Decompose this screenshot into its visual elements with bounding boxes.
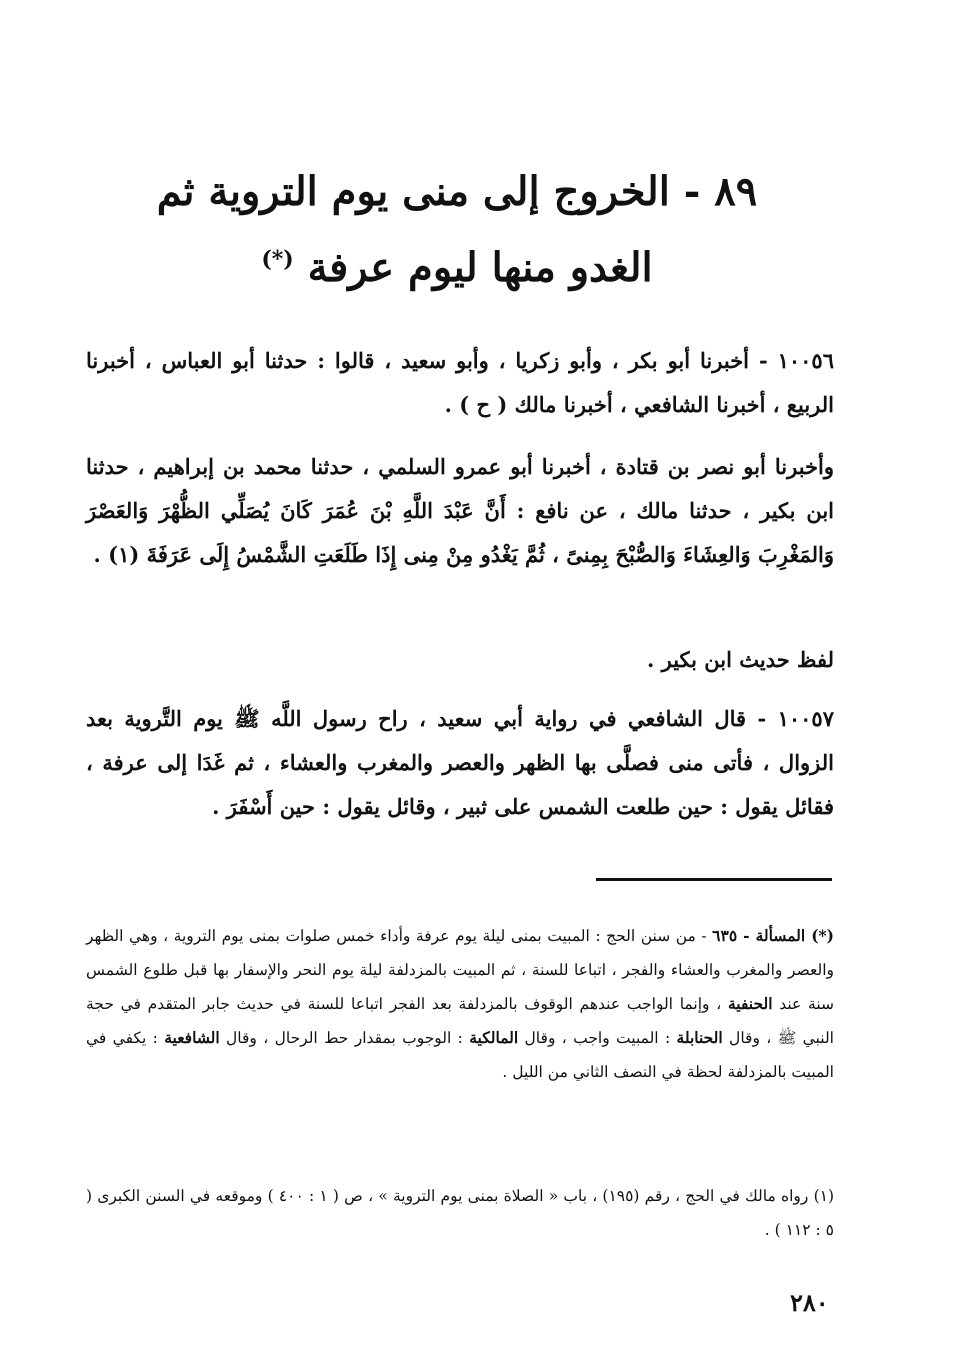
hadith-paragraph-10057: ١٠٠٥٧ - قال الشافعي في رواية أبي سعيد ، راح رسول اللَّه ﷺ يوم التَّروية بعد الزوال ، فأتى منى فصلَّى بها الظهر والعصر والمغرب والعشاء ، ثم غَدَا إلى عرفة ، فقائل يقول : حين طلعت الشمس على ثبير ، وقائل يقول : حين أَسْفَرَ . [86,706,834,819]
madhhab-hanafiyya: الحنفية [727,993,773,1013]
footnote-masala [86,919,834,1089]
footnote-text-part-1: - من سنن الحج : المبيت بمنى ليلة يوم عرفة وأداء خمس صلوات بمنى يوم التروية ، وهي الظهر والعصر والمغرب والعشاء والفجر ، اتباعا للسنة ، ثم المبيت بالمزدلفة ليلة يوم النحر والإسفار بها قبل طلوع الشمس سنة عند [86,926,835,1013]
chapter-title-text-2: الغدو منها ليوم عرفة [307,244,653,291]
page-number: ٢٨٠ [790,1288,829,1317]
isnad-paragraph: وأخبرنا أبو نصر بن قتادة ، أخبرنا أبو عمرو السلمي ، حدثنا محمد بن إبراهيم ، حدثنا ابن بكير ، حدثنا مالك ، عن نافع : أَنَّ عَبْدَ اللَّهِ بْنَ عُمَرَ كَانَ يُصَلِّي الظُّهْرَ وَالعَصْرَ وَالمَغْرِبَ وَالعِشَاءَ وَالصُّبْحَ بِمِنىً ، ثُمَّ يَغْدُو مِنْ مِنى إِذَا طَلَعَتِ الشَّمْسُ إِلَى عَرَفَةَ (١) . [86,454,834,567]
wording-note: لفظ حديث ابن بكير . [646,647,834,672]
footnote-text-part-3: : المبيت واجب ، وقال [518,1028,677,1047]
madhhab-hanabila: الحنابلة [676,1027,723,1047]
footnote-divider [596,878,832,881]
madhhab-malikiyya: المالكية [469,1027,519,1047]
footnote-masala-label: (*) المسألة - ٦٣٥ [712,925,834,945]
madhhab-shafiiyya: الشافعية [164,1027,220,1047]
footnote-marker: (*) [261,246,294,273]
footnote-text-part-4: : الوجوب بمقدار حط الرحال ، وقال [219,1028,470,1047]
chapter-title-line-1 [80,168,834,216]
chapter-title-text-1: ٨٩ - الخروج إلى منى يوم التروية ثم [156,168,758,215]
hadith-paragraph-10056: ١٠٠٥٦ - أخبرنا أبو بكر ، وأبو زكريا ، وأبو سعيد ، قالوا : حدثنا أبو العباس ، أخبرنا الربيع ، أخبرنا الشافعي ، أخبرنا مالك ( ح ) . [86,348,834,417]
footnote-text-part-5: : يكفي في المبيت بالمزدلفة لحظة في النصف الثاني من الليل . [86,1028,834,1081]
chapter-title-line-2 [80,244,834,292]
footnote-1: (١) رواه مالك في الحج ، رقم (١٩٥) ، باب « الصلاة بمنى يوم التروية » ، ص ( ١ : ٤٠٠ ) وموقعه في السنن الكبرى ( ٥ : ١١٢ ) . [86,1186,835,1239]
footnote-text-part-2: ، وإنما الواجب عندهم الوقوف بالمزدلفة بعد الفجر اتباعا للسنة في حديث جابر المتقدم في حجة النبي ﷺ ، وقال [86,994,834,1047]
